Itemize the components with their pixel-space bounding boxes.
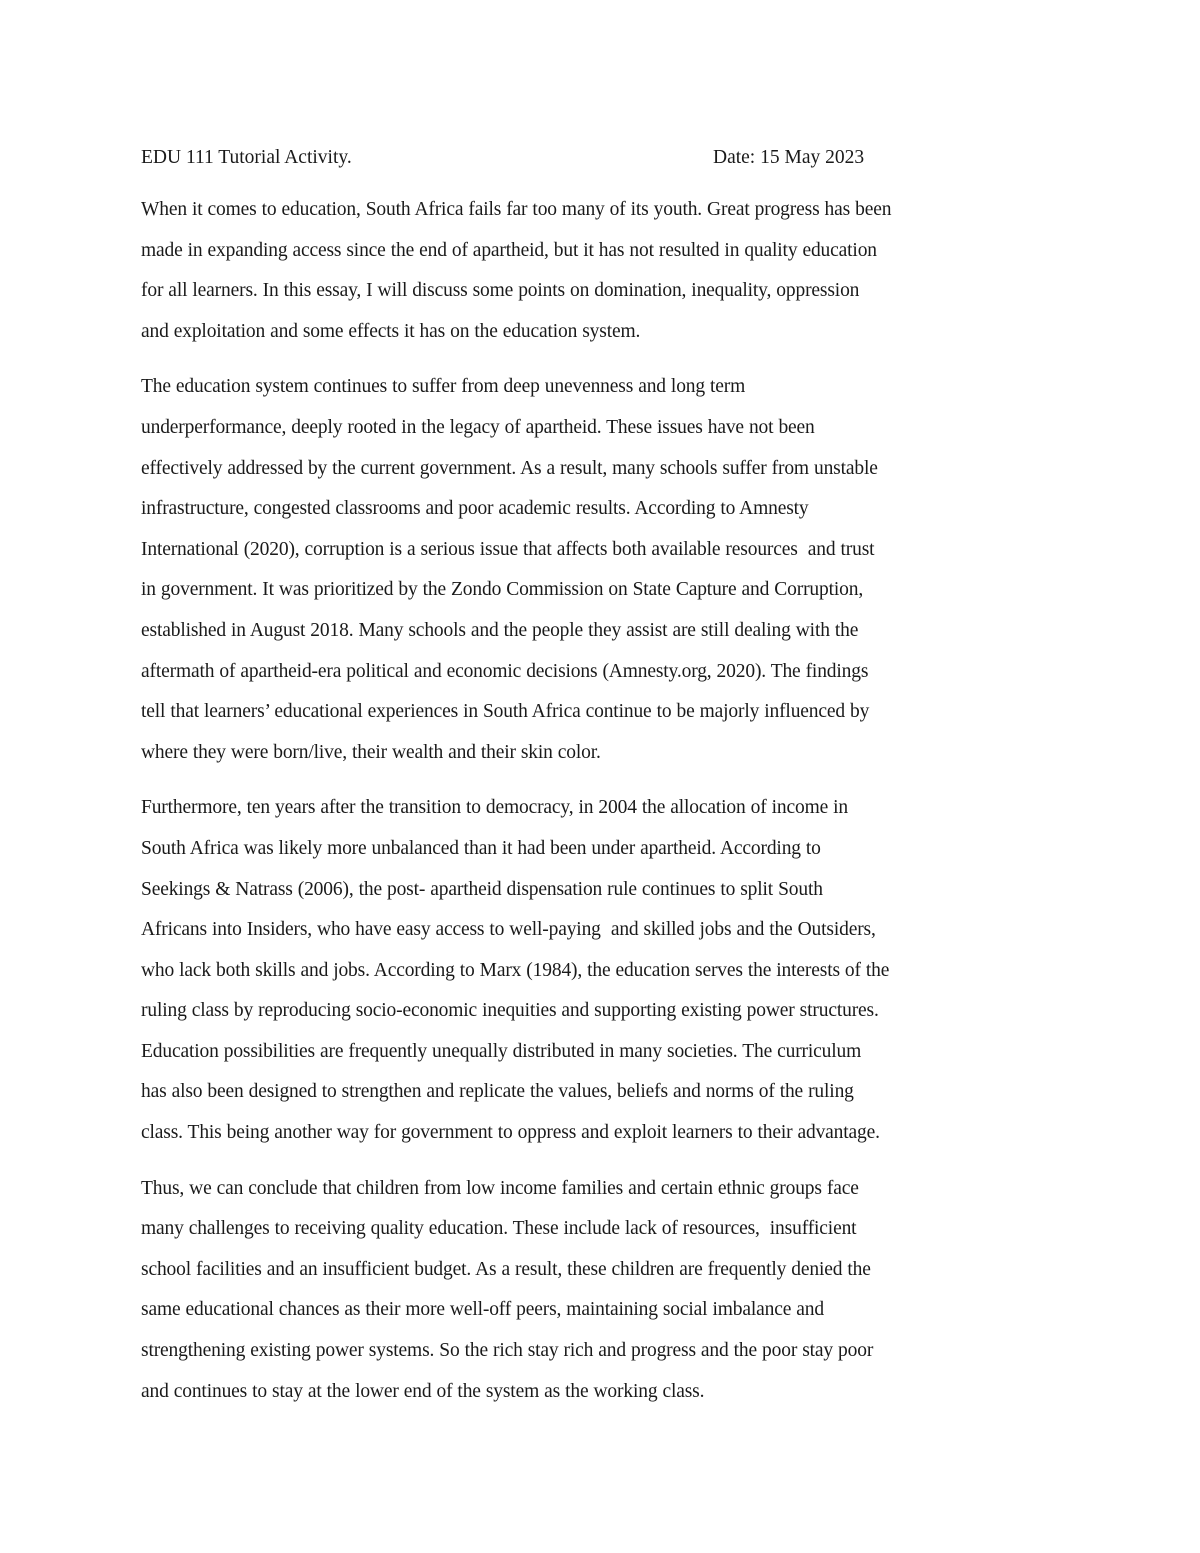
text-line: underperformance, deeply rooted in the legacy of apartheid. These issues have not been <box>141 416 815 438</box>
text-line: for all learners. In this essay, I will discuss some points on domination, inequality, oppression <box>141 280 860 302</box>
text-line: The education system continues to suffer from deep unevenness and long term <box>141 376 746 398</box>
text-line: who lack both skills and jobs. According to Marx (1984), the education serves the interests of the <box>141 959 890 981</box>
text-line: tell that learners’ educational experiences in South Africa continue to be majorly influenced by <box>141 701 870 723</box>
text-line: in government. It was prioritized by the Zondo Commission on State Capture and Corruption, <box>141 579 864 601</box>
paragraph-introduction <box>141 190 1066 352</box>
text-line: ruling class by reproducing socio-economic inequities and supporting existing power structures. <box>141 1000 879 1022</box>
text-line: aftermath of apartheid-era political and economic decisions (Amnesty.org, 2020). The findings <box>141 660 869 682</box>
text-line: Seekings & Natrass (2006), the post- apartheid dispensation rule continues to split South <box>141 878 823 900</box>
paragraph-education-system <box>141 367 1066 773</box>
text-line: Education possibilities are frequently unequally distributed in many societies. The curriculum <box>141 1040 862 1062</box>
text-line: Furthermore, ten years after the transition to democracy, in 2004 the allocation of income in <box>141 797 848 819</box>
text-line: same educational chances as their more well-off peers, maintaining social imbalance and <box>141 1299 824 1321</box>
text-line: South Africa was likely more unbalanced than it had been under apartheid. According to <box>141 837 821 859</box>
text-line: Africans into Insiders, who have easy access to well-paying and skilled jobs and the Outsiders, <box>141 919 876 941</box>
text-line: When it comes to education, South Africa fails far too many of its youth. Great progress has been <box>141 199 892 220</box>
text-line: effectively addressed by the current government. As a result, many schools suffer from unstable <box>141 457 878 479</box>
text-line: made in expanding access since the end of apartheid, but it has not resulted in quality education <box>141 239 877 261</box>
text-line: Thus, we can conclude that children from low income families and certain ethnic groups face <box>141 1177 859 1199</box>
text-line: International (2020), corruption is a serious issue that affects both available resources and trust <box>141 538 875 560</box>
date-label: Date: 15 May 2023 <box>713 147 865 168</box>
text-line: school facilities and an insufficient budget. As a result, these children are frequently denied the <box>141 1258 871 1280</box>
text-line: where they were born/live, their wealth and their skin color. <box>141 741 601 763</box>
text-line: strengthening existing power systems. So the rich stay rich and progress and the poor stay poor <box>141 1340 874 1362</box>
text-line: has also been designed to strengthen and replicate the values, beliefs and norms of the ruling <box>141 1081 854 1103</box>
text-line: infrastructure, congested classrooms and poor academic results. According to Amnesty <box>141 498 809 520</box>
text-line: class. This being another way for government to oppress and exploit learners to their advantage. <box>141 1122 880 1144</box>
document-header <box>141 138 1066 178</box>
document-page <box>141 138 1066 1412</box>
text-line: and exploitation and some effects it has on the education system. <box>141 320 641 342</box>
activity-title: EDU 111 Tutorial Activity. <box>141 147 352 168</box>
text-line: many challenges to receiving quality education. These include lack of resources, insufficient <box>141 1218 857 1240</box>
paragraph-conclusion <box>141 1169 1066 1413</box>
text-line: established in August 2018. Many schools and the people they assist are still dealing with the <box>141 619 859 641</box>
paragraph-inequality <box>141 788 1066 1153</box>
text-line: and continues to stay at the lower end of the system as the working class. <box>141 1380 705 1402</box>
